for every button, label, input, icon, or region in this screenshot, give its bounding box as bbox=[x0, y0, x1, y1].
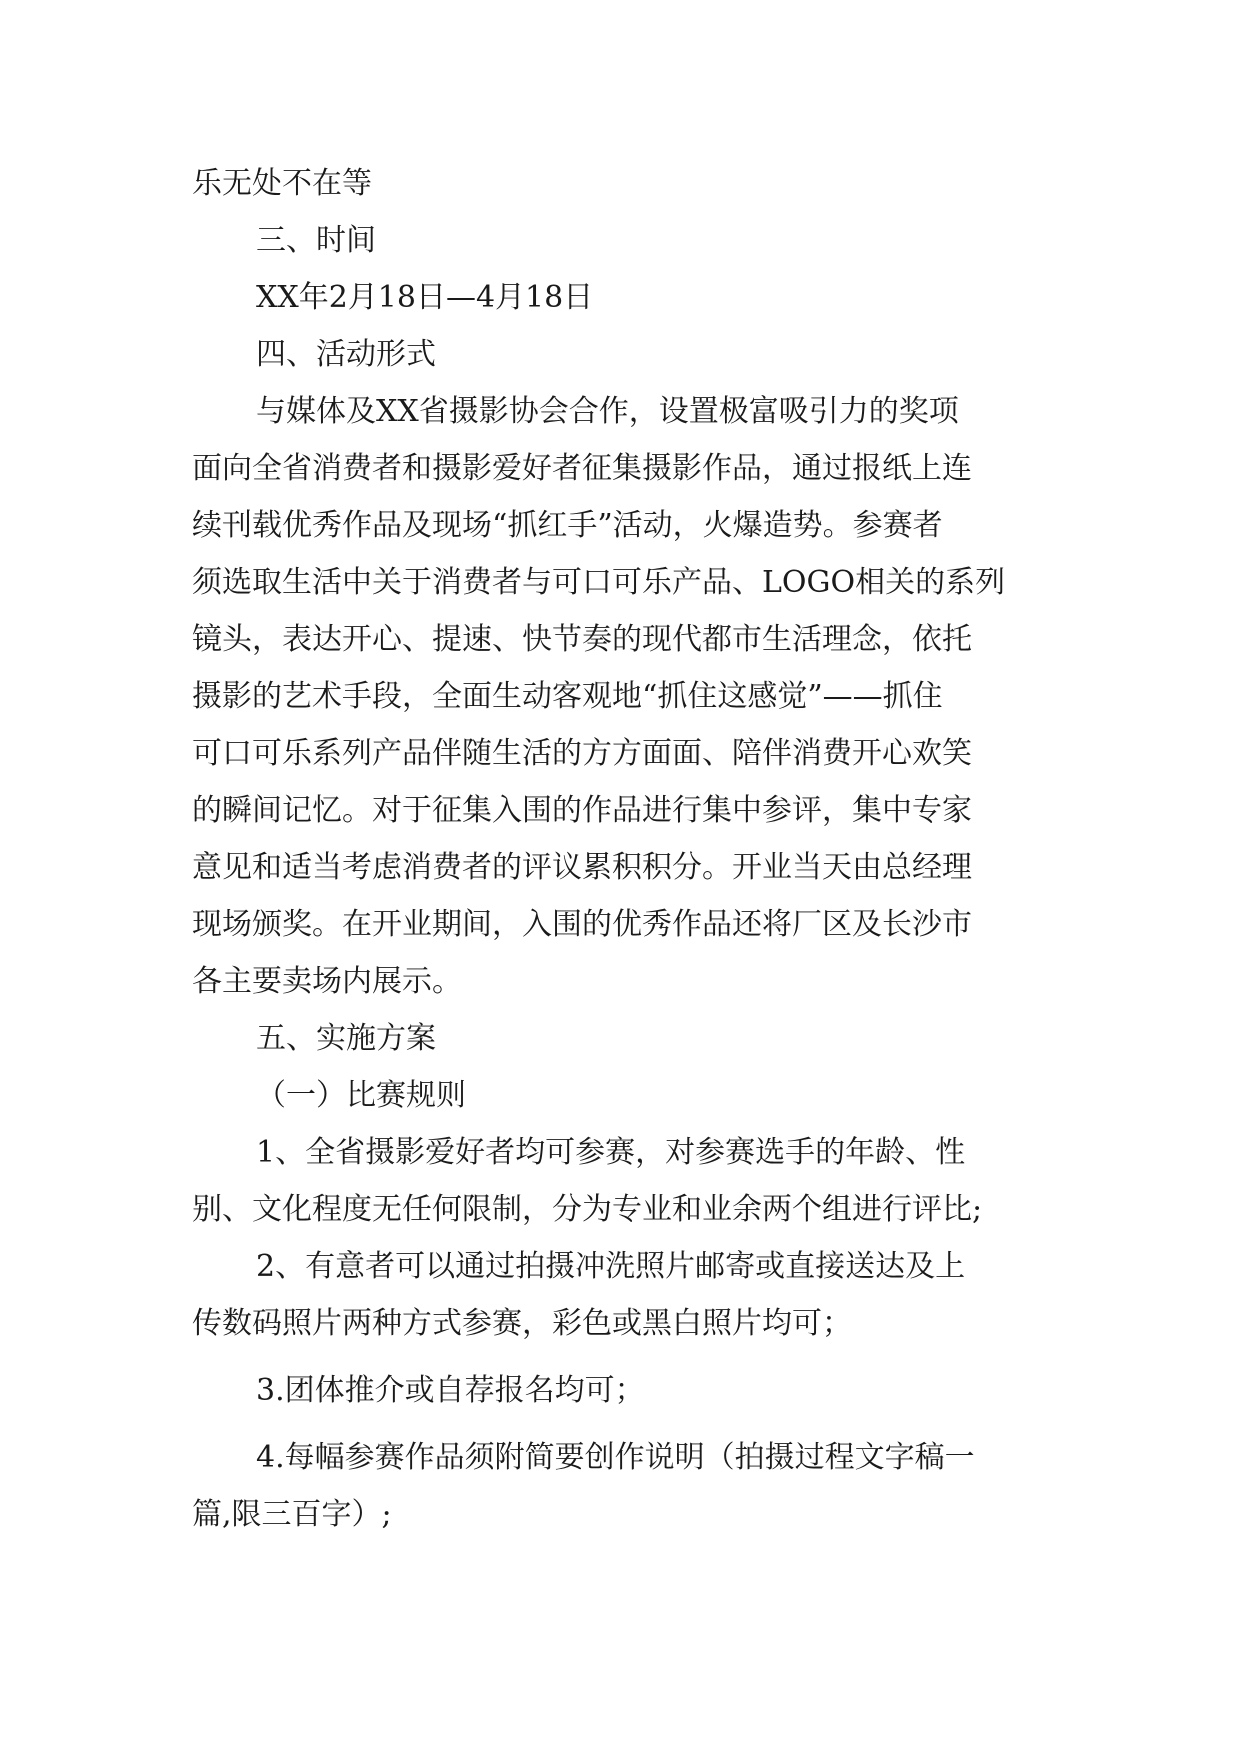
rule-item-4-continuation: 篇,限三百字）; bbox=[192, 1497, 392, 1532]
paragraph-line: 的瞬间记忆。对于征集入围的作品进行集中参评，集中专家 bbox=[192, 793, 972, 828]
section-heading-implementation: 五、实施方案 bbox=[256, 1021, 436, 1056]
paragraph-line: 镜头，表达开心、提速、快节奏的现代都市生活理念，依托 bbox=[192, 622, 972, 657]
paragraph-continuation: 乐无处不在等 bbox=[192, 166, 372, 201]
paragraph-line: 摄影的艺术手段，全面生动客观地“抓住这感觉”——抓住 bbox=[192, 679, 943, 714]
rule-item-2: 2、有意者可以通过拍摄冲洗照片邮寄或直接送达及上 bbox=[256, 1249, 966, 1284]
paragraph-line: 意见和适当考虑消费者的评议累积积分。开业当天由总经理 bbox=[192, 850, 972, 885]
paragraph-line: 与媒体及XX省摄影协会合作，设置极富吸引力的奖项 bbox=[256, 394, 959, 429]
document-body bbox=[192, 155, 1052, 1543]
rule-item-1: 1、全省摄影爱好者均可参赛，对参赛选手的年龄、性 bbox=[256, 1135, 966, 1170]
section-heading-activity-form: 四、活动形式 bbox=[256, 337, 436, 372]
paragraph-line: 须选取生活中关于消费者与可口可乐产品、LOGO相关的系列 bbox=[192, 565, 1006, 600]
section-heading-time: 三、时间 bbox=[256, 223, 376, 258]
paragraph-line: 续刊载优秀作品及现场“抓红手”活动，火爆造势。参赛者 bbox=[192, 508, 943, 543]
rule-item-2-continuation: 传数码照片两种方式参赛，彩色或黑白照片均可； bbox=[192, 1306, 852, 1341]
paragraph-line: 面向全省消费者和摄影爱好者征集摄影作品，通过报纸上连 bbox=[192, 451, 972, 486]
paragraph-line: 可口可乐系列产品伴随生活的方方面面、陪伴消费开心欢笑 bbox=[192, 736, 972, 771]
rule-item-1-continuation: 别、文化程度无任何限制，分为专业和业余两个组进行评比; bbox=[192, 1192, 983, 1227]
subsection-heading-rules: （一）比赛规则 bbox=[256, 1078, 466, 1113]
date-range: XX年2月18日—4月18日 bbox=[256, 280, 594, 315]
paragraph-line: 各主要卖场内展示。 bbox=[192, 964, 462, 999]
rule-item-4: 4.每幅参赛作品须附简要创作说明（拍摄过程文字稿一 bbox=[256, 1440, 975, 1475]
paragraph-line: 现场颁奖。在开业期间，入围的优秀作品还将厂区及长沙市 bbox=[192, 907, 972, 942]
rule-item-3: 3.团体推介或自荐报名均可； bbox=[256, 1373, 645, 1408]
